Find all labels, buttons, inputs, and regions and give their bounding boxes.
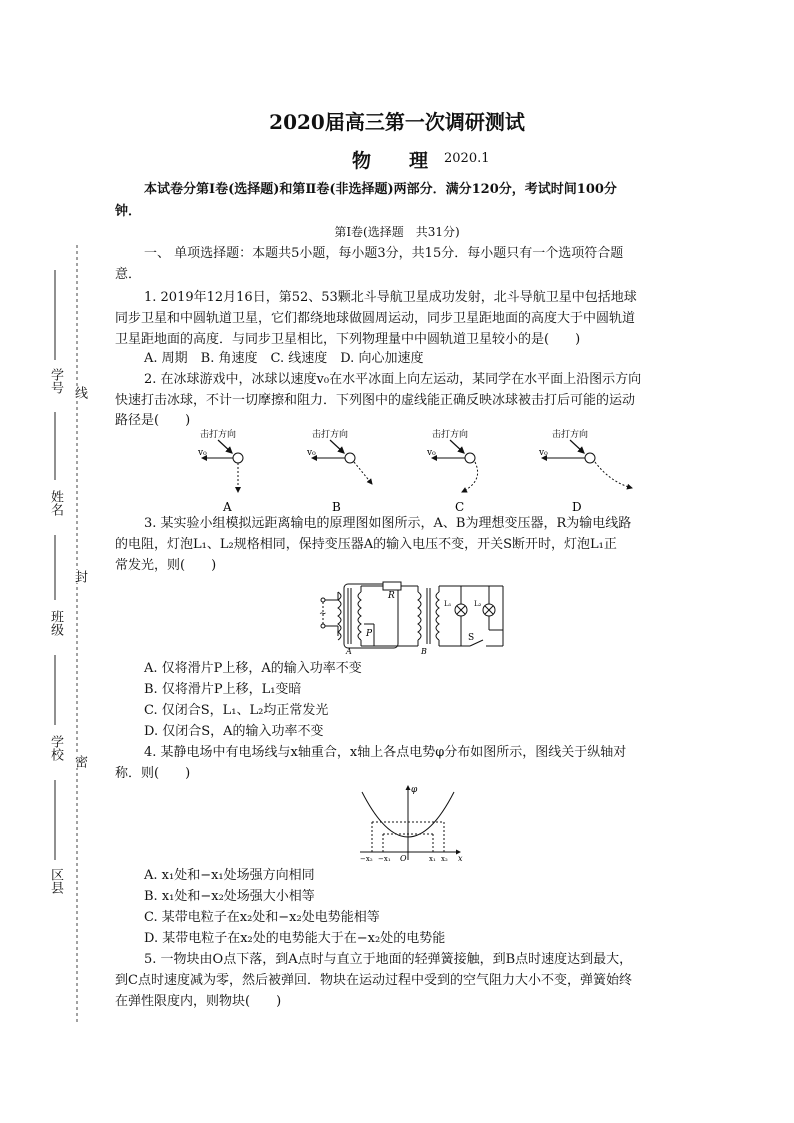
svg-text:击打方向: 击打方向 [432,430,469,440]
q2-fig-d [538,428,632,514]
q2-fig-a [197,428,243,514]
svg-text:v₀: v₀ [198,448,207,458]
field-name: 姓名 [48,490,63,516]
q2-fig-b [306,428,372,514]
intro-line-1: 本试卷分第Ⅰ卷(选择题)和第Ⅱ卷(非选择题)两部分．满分120分，考试时间100分 [144,182,617,197]
q5-line-1: 5. 一物块由O点下落，到A点时与直立于地面的轻弹簧接触，到B点时速度达到最大， [144,952,633,967]
field-student-id: 学号 [48,368,63,394]
exam-date: 2020.1 [444,151,490,166]
q3-circuit-svg [318,578,508,654]
margin-lines [0,0,110,1123]
q2-line-2: 快速打击冰球，不计一切摩擦和阻力．下列图中的虚线能正确反映冰球被击打后可能的运动 [115,393,636,408]
q2-option-d: D [572,500,582,514]
q3-line-3: 常发光，则( ) [115,558,217,573]
svg-text:x₁: x₁ [429,855,436,863]
q2-figures [190,426,660,518]
svg-text:击打方向: 击打方向 [552,430,589,440]
field-district: 区县 [48,868,63,894]
field-school: 学校 [48,735,63,761]
svg-text:L₁: L₁ [444,600,452,608]
svg-text:S: S [468,633,475,643]
q5-line-2: 到C点时速度减为零，然后被弹回．物块在运动过程中受到的空气阻力大小不变，弹簧始终 [115,973,632,988]
q4-potential-graph [356,782,468,864]
section1-line-1: 一、 单项选择题：本题共5小题，每小题3分，共15分．每小题只有一个选项符合题 [144,246,624,261]
svg-text:φ: φ [411,785,418,795]
q3-line-1: 3. 某实验小组模拟远距离输电的原理图如图所示，A、B为理想变压器，R为输电线路 [144,516,632,531]
q1-options: A. 周期 B. 角速度 C. 线速度 D. 向心加速度 [144,351,424,366]
part1-title: 第Ⅰ卷(选择题 共31分) [334,225,460,239]
svg-text:O: O [400,854,407,863]
svg-text:~: ~ [319,609,327,619]
svg-text:P: P [366,629,373,639]
seal-secret-mark: 密 [72,755,87,768]
q3-circuit [318,578,508,654]
svg-text:L₂: L₂ [474,600,482,608]
q2-figures-svg [190,426,660,518]
q2-line-3: 路径是( ) [115,413,191,428]
svg-text:v₀: v₀ [539,448,548,458]
svg-text:A: A [346,647,352,654]
intro-line-2: 钟． [115,204,142,219]
q1-line-3: 卫星距地面的高度．与同步卫星相比，下列物理量中中圆轨道卫星较小的是( ) [115,332,581,347]
svg-text:R: R [388,591,395,601]
svg-text:v₀: v₀ [307,448,316,458]
q3-option-d: D. 仅闭合S，A的输入功率不变 [144,724,324,739]
exam-title: 2020届高三第一次调研测试 [269,110,525,134]
section1-line-2: 意． [115,267,142,282]
q4-option-b: B. x₁处和−x₂处场强大小相等 [144,889,315,904]
svg-text:x₂: x₂ [441,855,448,863]
seal-line-mark: 线 [72,386,87,399]
q4-option-a: A. x₁处和−x₁处场强方向相同 [144,868,315,883]
q2-option-b: B [332,500,341,514]
svg-text:v₀: v₀ [427,448,436,458]
svg-text:击打方向: 击打方向 [200,430,237,440]
field-class: 班级 [48,610,63,636]
seal-seal-mark: 封 [72,570,87,583]
q3-line-2: 的电阻，灯泡L₁、L₂规格相同，保持变压器A的输入电压不变，开关S断开时，灯泡L₁正 [115,537,617,552]
q4-line-2: 称．则( ) [115,766,191,781]
svg-text:击打方向: 击打方向 [312,430,349,440]
q4-line-1: 4. 某静电场中有电场线与x轴重合，x轴上各点电势φ分布如图所示，图线关于纵轴对 [144,745,627,760]
svg-text:x: x [458,854,463,863]
q4-graph-svg [356,782,468,864]
q2-line-1: 2. 在冰球游戏中，冰球以速度v₀在水平冰面上向左运动，某同学在水平面上沿图示方向 [144,372,642,387]
q3-option-c: C. 仅闭合S，L₁、L₂均正常发光 [144,703,329,718]
q2-option-a: A [223,500,232,514]
q1-line-1: 1. 2019年12月16日，第52、53颗北斗导航卫星成功发射，北斗导航卫星中包括地球 [144,290,637,305]
q2-option-c: C [455,500,465,514]
q1-line-2: 同步卫星和中圆轨道卫星，它们都绕地球做圆周运动，同步卫星距地面的高度大于中圆轨道 [115,311,636,326]
svg-text:B: B [421,647,427,654]
q3-option-b: B. 仅将滑片P上移，L₁变暗 [144,682,302,697]
subject-title: 物 理 [352,150,429,172]
q4-option-d: D. 某带电粒子在x₂处的电势能大于在−x₂处的电势能 [144,931,446,946]
svg-text:−x₂: −x₂ [360,855,373,863]
q5-line-3: 在弹性限度内，则物块( ) [115,994,282,1009]
q2-fig-c [426,428,478,514]
q3-option-a: A. 仅将滑片P上移，A的输入功率不变 [144,661,362,676]
q4-option-c: C. 某带电粒子在x₂处和−x₂处电势能相等 [144,910,380,925]
svg-text:−x₁: −x₁ [378,855,391,863]
